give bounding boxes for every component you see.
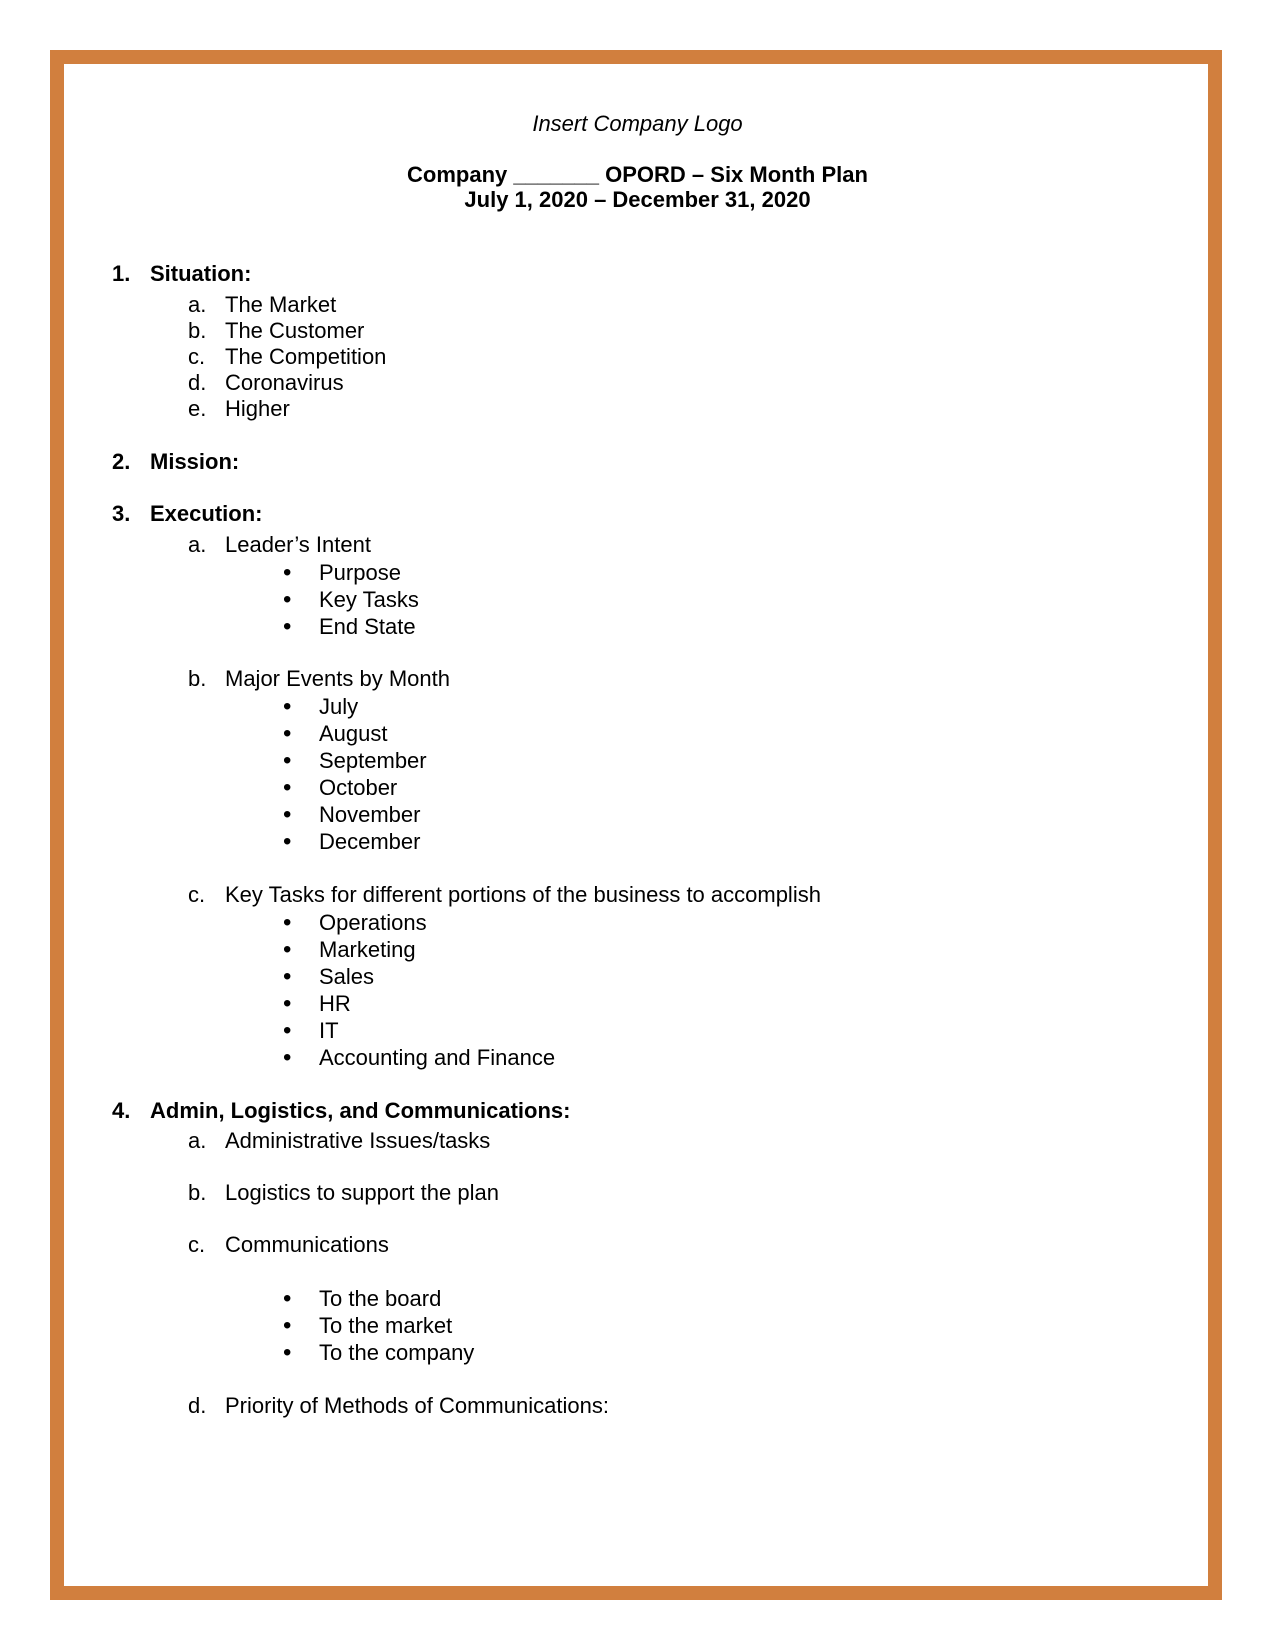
bullet-glyph: • — [283, 963, 292, 990]
bullet-glyph: • — [283, 909, 292, 936]
document-title: Company _______ OPORD – Six Month Plan — [407, 162, 868, 187]
bullet-text: Purpose — [319, 560, 401, 585]
section-title-admin-logistics-communications: Admin, Logistics, and Communications: — [150, 1098, 571, 1123]
bullet-text: July — [319, 694, 359, 719]
bullet-glyph: • — [283, 720, 292, 747]
bullet-text: October — [319, 775, 398, 800]
bullet-glyph: • — [283, 1044, 292, 1071]
item-letter: b. — [188, 318, 207, 343]
item-label: Communications — [225, 1232, 389, 1257]
bullet-text: HR — [319, 991, 351, 1016]
bullet-glyph: • — [283, 613, 292, 640]
item-letter: c. — [188, 1232, 206, 1257]
item-letter: d. — [188, 1393, 207, 1418]
section-number: 3. — [112, 501, 131, 526]
item-label: The Customer — [225, 318, 365, 343]
bullet-text: IT — [319, 1018, 339, 1043]
item-label: Major Events by Month — [225, 666, 450, 691]
bullet-text: December — [319, 829, 421, 854]
bullet-glyph: • — [283, 801, 292, 828]
item-letter: d. — [188, 370, 207, 395]
item-label: The Competition — [225, 344, 387, 369]
item-letter: c. — [188, 882, 206, 907]
bullet-text: Key Tasks — [319, 587, 419, 612]
bullet-text: End State — [319, 614, 416, 639]
date-range: July 1, 2020 – December 31, 2020 — [464, 187, 811, 212]
item-label: Higher — [225, 396, 290, 421]
bullet-text: Accounting and Finance — [319, 1045, 556, 1070]
bullet-glyph: • — [283, 990, 292, 1017]
bullet-glyph: • — [283, 586, 292, 613]
bullet-glyph: • — [283, 1312, 292, 1339]
item-letter: b. — [188, 1180, 207, 1205]
bullet-text: November — [319, 802, 421, 827]
logo-placeholder: Insert Company Logo — [532, 111, 743, 136]
bullet-glyph: • — [283, 1339, 292, 1366]
bullet-text: September — [319, 748, 427, 773]
item-letter: c. — [188, 344, 206, 369]
bullet-glyph: • — [283, 1017, 292, 1044]
bullet-glyph: • — [283, 559, 292, 586]
item-label: Leader’s Intent — [225, 532, 371, 557]
item-label: Logistics to support the plan — [225, 1180, 499, 1205]
item-letter: e. — [188, 396, 207, 421]
bullet-glyph: • — [283, 747, 292, 774]
bullet-text: To the market — [319, 1313, 453, 1338]
bullet-glyph: • — [283, 828, 292, 855]
bullet-text: To the company — [319, 1340, 475, 1365]
item-letter: a. — [188, 532, 207, 557]
bullet-glyph: • — [283, 936, 292, 963]
section-title-situation: Situation: — [150, 261, 252, 286]
item-letter: b. — [188, 666, 207, 691]
bullet-text: Sales — [319, 964, 375, 989]
section-title-mission: Mission: — [150, 449, 240, 474]
item-label: Coronavirus — [225, 370, 344, 395]
bullet-glyph: • — [283, 774, 292, 801]
item-letter: a. — [188, 1128, 207, 1153]
section-title-execution: Execution: — [150, 501, 263, 526]
item-label: Key Tasks for different portions of the business to accomplish — [225, 882, 821, 907]
section-number: 4. — [112, 1098, 131, 1123]
bullet-glyph: • — [283, 693, 292, 720]
bullet-glyph: • — [283, 1285, 292, 1312]
bullet-text: To the board — [319, 1286, 442, 1311]
item-label: Priority of Methods of Communications: — [225, 1393, 609, 1418]
item-letter: a. — [188, 292, 207, 317]
bullet-text: August — [319, 721, 388, 746]
section-number: 1. — [112, 261, 131, 286]
bullet-text: Operations — [319, 910, 427, 935]
item-label: The Market — [225, 292, 337, 317]
section-number: 2. — [112, 449, 131, 474]
item-label: Administrative Issues/tasks — [225, 1128, 491, 1153]
bullet-text: Marketing — [319, 937, 416, 962]
